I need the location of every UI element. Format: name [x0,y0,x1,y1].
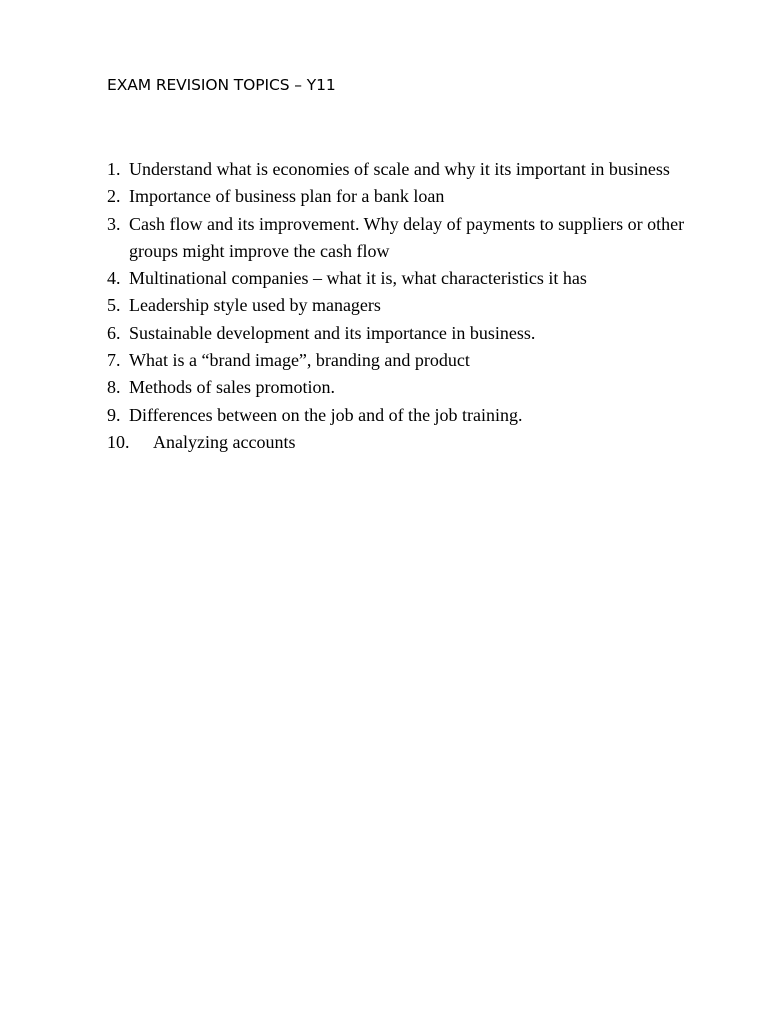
list-item-text: Methods of sales promotion. [129,377,335,398]
list-item [107,183,727,210]
list-item-number: 2. [107,186,121,207]
list-item-text: What is a “brand image”, branding and product [129,350,470,371]
list-item [107,211,727,266]
list-item-number: 1. [107,159,121,179]
list-item-text: Analyzing accounts [153,431,296,452]
list-item-number: 10. [107,431,130,452]
list-item [107,156,727,183]
list-item [107,292,727,319]
list-item-number: 3. [107,213,121,234]
list-item [107,265,727,292]
list-item-number: 8. [107,377,121,398]
list-item-number: 6. [107,322,121,343]
list-item-number: 9. [107,404,121,425]
list-item [107,402,727,429]
list-item-text: Differences between on the job and of the job training. [129,404,523,425]
document-title: EXAM REVISION TOPICS – Y11 [107,76,336,94]
list-item-number: 5. [107,295,121,316]
revision-topic-list [107,156,727,456]
list-item [107,374,727,401]
list-item-number: 4. [107,268,121,289]
list-item-text: Sustainable development and its importance in business. [129,322,536,343]
list-item [107,429,727,456]
list-item-text: Multinational companies – what it is, what characteristics it has [129,268,587,289]
list-item-text: Understand what is economies of scale and why it its important in business [129,159,670,179]
list-item-text: Leadership style used by managers [129,295,381,316]
list-item [107,347,727,374]
list-item-text: Cash flow and its improvement. Why delay of payments to suppliers or other groups might improve the cash flow [129,213,685,261]
list-item [107,320,727,347]
list-item-text: Importance of business plan for a bank loan [129,186,445,207]
list-item-number: 7. [107,350,121,371]
